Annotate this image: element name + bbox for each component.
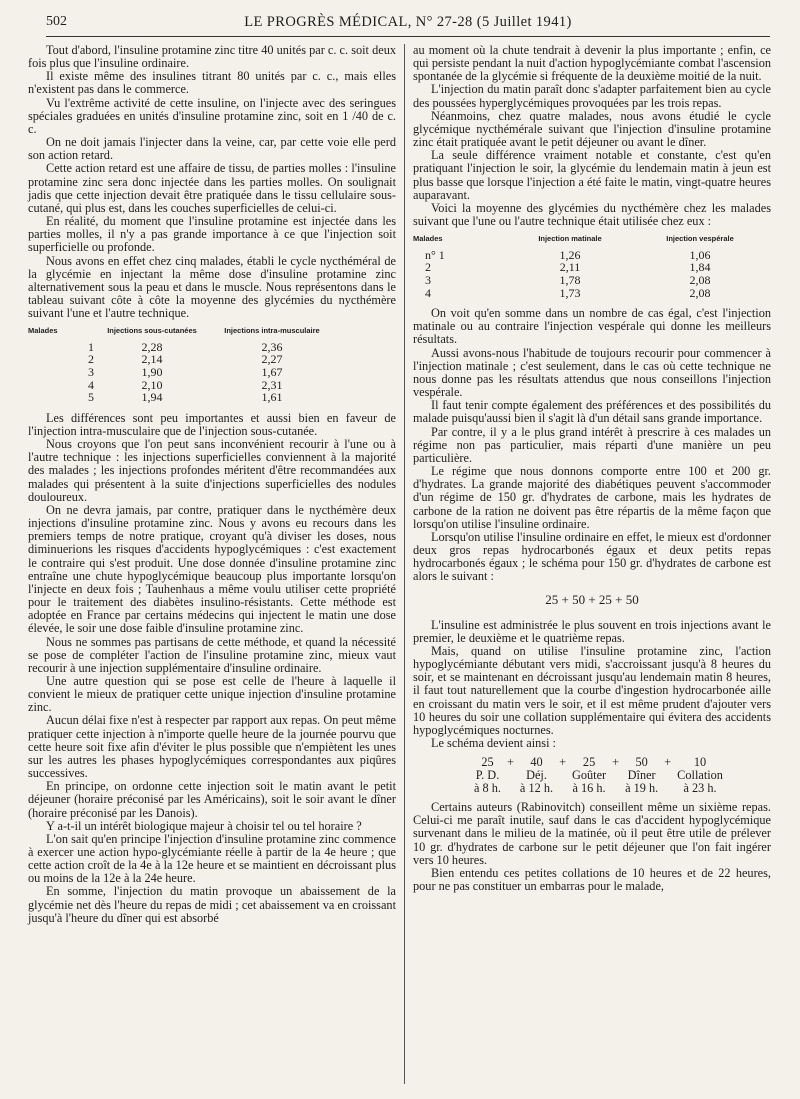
schema-cell: + <box>612 755 620 770</box>
table-header: Malades <box>28 326 58 336</box>
schema-cell <box>556 769 569 782</box>
table-cell: 1,73 <box>559 285 581 300</box>
paragraph: Tout d'abord, l'insuline protamine zinc titre 40 unités par c. c. soit deux fois plus que l'insuline ordinaire. <box>28 43 396 71</box>
paragraph: On voit qu'en somme dans un nombre de cas égal, c'est l'injection matinale ou au contraire l'injection vespérale qui donne les meilleurs résultats. <box>413 306 771 347</box>
meal-formula: 25 + 50 + 25 + 50 <box>545 592 639 608</box>
table-cell: 1,78 <box>559 272 581 287</box>
paragraph: Lorsqu'on utilise l'insuline ordinaire en effet, le mieux est d'ordonner deux gros repas hydrocarbonés égaux et deux petits repas hydrocarbonés égaux ; le schéma pour 150 gr. d'hydrates de carbone est alors le suivant : <box>413 529 771 584</box>
table-cell: 2,14 <box>141 352 163 367</box>
right-paragraphs-4 <box>413 801 771 893</box>
table-cell: 3 <box>88 365 94 380</box>
paragraph: Voici la moyenne des glycémies du nycthémère chez les malades suivant que l'une ou l'autre technique était utilisée chez eux : <box>413 200 771 229</box>
schema-cell: 25 <box>582 755 596 770</box>
table-row <box>413 287 765 300</box>
table-cell: 4 <box>88 377 94 392</box>
paragraph: Nous avons en effet chez cinq malades, établi le cycle nycthéméral de la glycémie en injectant la même dose d'insuline protamine zinc alternativement sous la peau et dans le muscle. Nous représentons dans le tableau suivant côte à côte la moyenne des glycémies du nycthémère suivant l'une et l'autre technique. <box>28 253 396 321</box>
table-cell: 1 <box>88 339 94 354</box>
schema-cell: + <box>664 755 672 770</box>
table-cell: 2,36 <box>261 339 283 354</box>
paragraph: Aucun délai fixe n'est à respecter par rapport aux repas. On peut même pratiquer cette injection à n'importe quelle heure de la journée pourvu que cette heure soit fixe afin d'éviter le plus possible que n'empiètent les unes sur les autres les phases hypoglycémiques correspondantes aux piqûres successives. <box>28 713 396 781</box>
journal-title: LE PROGRÈS MÉDICAL, N° 27-28 (5 Juillet 1941) <box>244 14 572 30</box>
schema-cell <box>504 782 517 795</box>
table-header: Injections intra-musculaire <box>224 326 320 336</box>
table-cell: 1,26 <box>559 247 581 262</box>
paragraph: Les différences sont peu importantes et aussi bien en faveur de l'injection intra-musculaire que de l'injection sous-cutanée. <box>28 410 396 438</box>
meal-schedule-table <box>471 756 726 795</box>
paragraph: Y a-t-il un intérêt biologique majeur à choisir tel ou tel horaire ? <box>46 818 362 833</box>
table-cell: 5 <box>88 390 94 405</box>
right-paragraphs-2 <box>413 307 771 583</box>
table-cell: n° 1 <box>425 247 445 262</box>
paragraph: L'injection du matin paraît donc s'adapter parfaitement bien au cycle des poussées hyperglycémiques provoquées par les trois repas. <box>413 82 771 110</box>
paragraph: Le régime que nous donnons comporte entre 100 et 200 gr. d'hydrates. La grande majorité des diabétiques peuvent s'accommoder d'un régime de 150 gr. d'hydrates de carbone, mais les hydrates de carbone de la ration ne doivent pas être répartis de la même façon que lorsqu'on utilise l'insuline ordinaire. <box>413 464 771 531</box>
table-row <box>28 391 334 404</box>
paragraph: L'on sait qu'en principe l'injection d'insuline protamine zinc commence à exercer une action hypo-glycémiante réelle à partir de la 4e heure ; que cette action croît de la 4e à la 12e heure et se maintient en décroissant plus ou moins de la 12e à la 24e heure. <box>28 831 396 886</box>
left-column <box>28 44 396 925</box>
paragraph: Néanmoins, chez quatre malades, nous avons étudié le cycle glycémique nycthémérale suivant que l'injection d'insuline protamine zinc était pratiquée avant le petit déjeuner ou avant le dîner. <box>413 108 771 150</box>
table-row <box>413 249 765 262</box>
schema-cell: Collation <box>677 768 723 783</box>
schema-cell: 40 <box>530 755 543 770</box>
paragraph: On ne devra jamais, par contre, pratiquer dans le nycthémère deux injections d'insuline protamine zinc. Nous y avons eu recours dans les premiers temps de notre pratique, croyant qu'à diviser les doses, nous diminuerions les risques d'accidents hypoglycémiques : c'est exactement le contraire qui s'est produit. Une dose donnée d'insuline protamine zinc entraîne une chute hypoglycémique beaucoup plus importante lorsqu'on l'injecte en deux fois ; Tauhenhaus a même voulu utiliser cette propriété pour le traitement des diabètes insulino-résistants. Cette méthode est adoptée en France par certains médecins qui injectent le matin une dose élevée, le soir une dose faible d'insuline protamine zinc. <box>28 502 396 636</box>
table-cell: 2 <box>425 260 431 275</box>
paragraph-continued: au moment où la chute tendrait à devenir la plus importante ; enfin, ce qui persiste pendant la nuit d'action hypoglycémiante combat l'ascension spontanée de la glycémie si fréquente de la deuxième moitié de la nuit. <box>413 43 771 84</box>
table-cell: 2,10 <box>141 377 163 392</box>
table-cell: 2,28 <box>141 339 163 354</box>
schema-cell: Dîner <box>627 768 656 783</box>
paragraph: Cette action retard est une affaire de tissu, de parties molles : l'insuline protamine zinc sera donc injectée dans les parties molles. On soulignait jadis que cette injection devait être pratiquée dans le tissu cellulaire sous-cutané, qui plus est, dans les couches superficielles de celui-ci. <box>28 161 396 215</box>
schema-cell: + <box>506 755 514 770</box>
schema-cell: 25 <box>481 755 494 770</box>
paragraph: Certains auteurs (Rabinovitch) conseillent même un sixième repas. Celui-ci me paraît inutile, sauf dans le cas d'accident hypoglycémique survenant dans le milieu de la matinée, où il peut être utile de prélever 10 gr. d'hydrates de carbone sur le petit déjeuner que l'on fait ingérer vers 10 heures. <box>413 800 771 867</box>
table-injection-timing <box>413 233 765 299</box>
paragraph: Vu l'extrême activité de cette insuline, on l'injecte avec des seringues spéciales graduées en unités d'insuline protamine zinc, soit en 1 /40 de c. c. <box>28 95 396 136</box>
schema-cell <box>661 769 674 782</box>
paragraph: Le schéma devient ainsi : <box>431 736 556 750</box>
paragraph: Mais, quand on utilise l'insuline protamine zinc, l'action hypoglycémiante débutant vers midi, s'accroissant jusqu'à 8 heures du soir, et se maintenant en décroissant jusqu'au lendemain matin 8 heures, il faut tout naturellement que la courbe d'ingestion hydrocarbonée aille en croissant du matin vers le soir, et il est même prudent d'ajouter vers 10 heures du soir une collation supplémentaire qui évitera des accidents hypoglycémiques nocturnes. <box>413 643 771 737</box>
table-cell: 1,06 <box>689 247 711 262</box>
page-header <box>46 14 770 37</box>
left-paragraphs-2 <box>28 412 396 925</box>
schema-cell <box>661 782 674 795</box>
table-cell: 1,67 <box>261 365 283 380</box>
table-row <box>413 274 765 287</box>
paragraph: Il existe même des insulines titrant 80 unités par c. c., mais elles n'existent pas dans le commerce. <box>28 69 396 97</box>
schema-cell: P. D. <box>475 768 500 783</box>
table-cell: 1,61 <box>261 390 283 405</box>
left-paragraphs-1 <box>28 44 396 320</box>
schema-cell: 50 <box>635 755 648 770</box>
schema-cell <box>504 769 517 782</box>
table-row <box>28 341 334 354</box>
table-row <box>413 261 765 274</box>
table-row <box>28 353 334 366</box>
paragraph: La seule différence vraiment notable et constante, c'est qu'en pratiquant l'injection le soir, la glycémie du lendemain matin à jeun est plus basse que lorsque l'injection a été faite le matin, vingt-quatre heures auparavant. <box>413 148 771 202</box>
table-cell: 4 <box>425 285 431 300</box>
table-cell: 2,27 <box>261 352 283 367</box>
paragraph: En principe, on ordonne cette injection soit le matin avant le petit déjeuner (horaire préconisé par les Américains), soit le soir avant le dîner (horaire préconisé par les Danois). <box>28 779 396 820</box>
paragraph: Aussi avons-nous l'habitude de toujours recourir pour commencer à l'injection matinale ; c'est seulement, dans le cas où cette technique ne nous donne pas les résultats attendus que nous conseillons l'injection vespérale. <box>413 345 771 400</box>
table-cell: 1,94 <box>141 390 163 405</box>
table-cell: 2 <box>88 352 94 367</box>
paragraph: On ne doit jamais l'injecter dans la veine, car, par cette voie elle perd son action retard. <box>28 135 396 163</box>
table-cell: 2,31 <box>261 377 283 392</box>
column-divider <box>404 44 405 1084</box>
table-cell: 2,11 <box>559 260 581 275</box>
table-cell: 3 <box>425 272 431 287</box>
table-cell: 1,84 <box>689 260 711 275</box>
schema-cell: à 19 h. <box>625 781 659 796</box>
paragraph: L'insuline est administrée le plus souvent en trois injections avant le premier, le deuxième et le quatrième repas. <box>413 617 771 645</box>
schema-cell: à 8 h. <box>474 781 501 796</box>
schema-cell: 10 <box>693 755 707 770</box>
schema-cell <box>609 782 622 795</box>
table-header: Injections sous-cutanées <box>107 326 197 336</box>
schema-cell <box>609 769 622 782</box>
table-header: Injection vespérale <box>666 234 734 244</box>
table-cell: 2,08 <box>689 285 711 300</box>
right-paragraphs-3 <box>413 619 771 751</box>
table-row <box>28 366 334 379</box>
table-cell: 2,08 <box>689 272 711 287</box>
paragraph: Il faut tenir compte également des préférences et des possibilités du malade puisqu'aussi bien il s'agit là d'un détail sans grande importance. <box>413 398 771 426</box>
schema-cell: + <box>559 755 566 770</box>
table-header: Injection matinale <box>538 234 602 244</box>
paragraph: En réalité, du moment que l'insuline protamine est injectée dans les parties molles, il n'y a pas grande importance à ce que l'injection soit superficielle ou profonde. <box>28 214 396 255</box>
schema-cell: à 23 h. <box>683 781 717 796</box>
table-row <box>28 379 334 392</box>
table-injection-sites <box>28 325 334 404</box>
schema-cell: Goûter <box>572 768 607 783</box>
paragraph: Nous croyons que l'on peut sans inconvénient recourir à l'une ou à l'autre technique : les injections superficielles conviennent à la majorité des malades ; les injections profondes méritent d'être recommandées aux malades qui présentent à la suite d'injections superficielles des nodules douloureux. <box>28 437 396 504</box>
page-number: 502 <box>46 14 67 29</box>
right-paragraphs-1 <box>413 83 771 228</box>
schema-row <box>471 782 726 795</box>
paragraph: Bien entendu ces petites collations de 10 heures et de 22 heures, pour ne pas constituer un embarras pour le malade, <box>413 865 771 894</box>
paragraph: Une autre question qui se pose est celle de l'heure à laquelle il convient le mieux de pratiquer cette unique injection d'insuline protamine zinc. <box>28 673 396 715</box>
schema-cell: à 16 h. <box>572 781 606 796</box>
schema-cell: Déj. <box>526 768 547 783</box>
paragraph: En somme, l'injection du matin provoque un abaissement de la glycémie net dès l'heure du repas de midi ; cet abaissement va en croissant jusqu'à l'heure du dîner qui est absorbé <box>28 884 396 925</box>
paragraph: Par contre, il y a le plus grand intérêt à prescrire à ces malades un régime non pas particulier, mais réparti d'une manière un peu particulière. <box>413 424 771 465</box>
paragraph: Nous ne sommes pas partisans de cette méthode, et quand la nécessité se pose de compléter l'action de l'insuline protamine zinc, mieux vaut recourir à une injection supplémentaire d'insuline ordinaire. <box>28 634 396 675</box>
right-column <box>413 44 771 893</box>
table-header: Malades <box>413 234 443 244</box>
table-cell: 1,90 <box>141 365 163 380</box>
schema-cell: à 12 h. <box>519 781 554 796</box>
schema-cell <box>556 782 569 795</box>
